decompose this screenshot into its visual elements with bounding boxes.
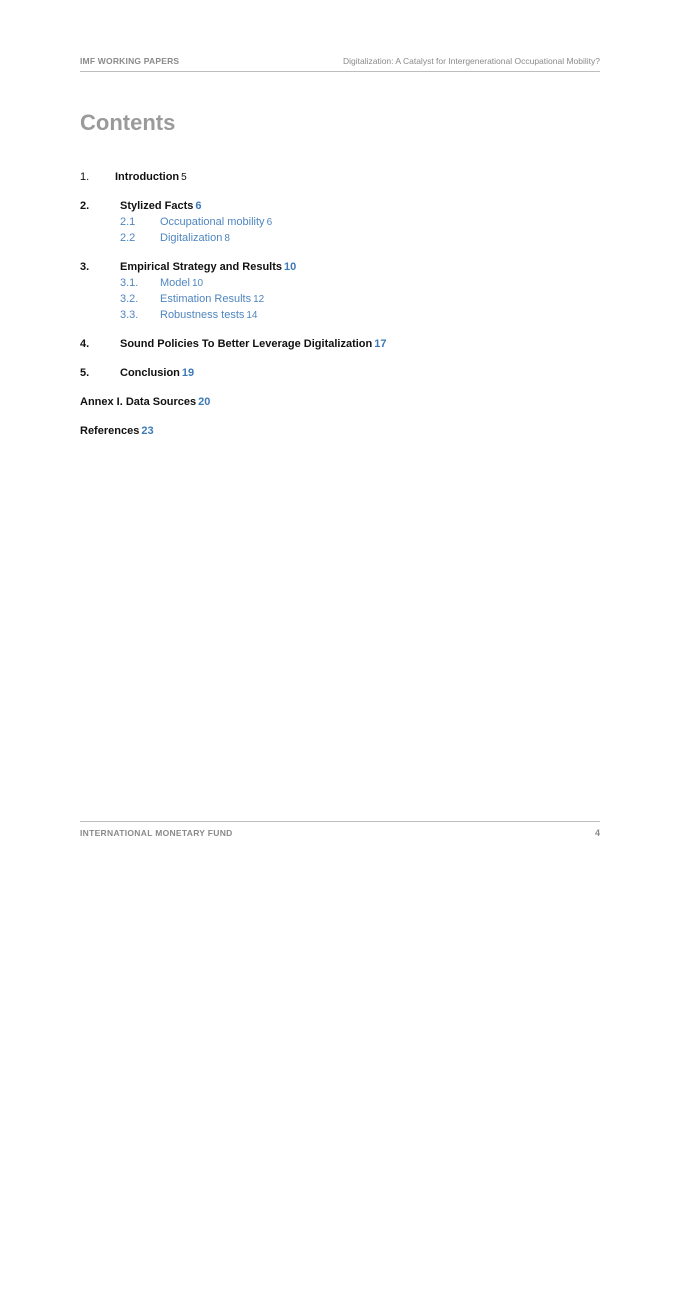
toc-entry-estimation-results[interactable] xyxy=(80,291,580,307)
toc-page: 17 xyxy=(374,338,387,350)
toc-number: 3.2. xyxy=(120,293,139,305)
toc-page: 10 xyxy=(191,278,204,289)
page-number: 4 xyxy=(594,828,600,838)
toc-page: 20 xyxy=(198,396,211,408)
toc-entry-stylized-facts[interactable] xyxy=(80,198,580,214)
toc-text: Sound Policies To Better Leverage Digitalization xyxy=(120,338,373,350)
toc-number: 3.1. xyxy=(120,277,139,289)
footer-divider xyxy=(80,821,600,822)
toc-number: 2.2 xyxy=(120,232,136,244)
toc-entry-occupational-mobility[interactable] xyxy=(80,214,580,230)
running-footer-publisher: INTERNATIONAL MONETARY FUND xyxy=(80,828,233,838)
toc-number: 2.1 xyxy=(120,216,136,228)
toc-entry-introduction[interactable] xyxy=(80,169,580,185)
toc-page: 8 xyxy=(224,233,230,244)
toc-page: 19 xyxy=(181,367,195,379)
toc-number: 3.3. xyxy=(120,309,139,321)
toc-entry-empirical-strategy[interactable] xyxy=(80,259,580,275)
toc-text: Annex I. Data Sources xyxy=(80,396,197,408)
toc-text: Estimation Results xyxy=(160,293,252,305)
toc-page: 6 xyxy=(195,200,202,212)
toc-text: Occupational mobility xyxy=(160,216,265,228)
toc-entry-model[interactable] xyxy=(80,275,580,291)
running-header-title: Digitalization: A Catalyst for Intergenerational Occupational Mobility? xyxy=(342,56,600,66)
toc-text: Robustness tests xyxy=(160,309,245,321)
toc-page: 23 xyxy=(141,425,154,437)
toc-page: 12 xyxy=(253,294,265,305)
header-divider xyxy=(80,71,600,72)
toc-page: 5 xyxy=(181,172,187,183)
toc-number: 4. xyxy=(80,338,90,350)
toc-entry-conclusion[interactable] xyxy=(80,365,580,381)
toc-text: References xyxy=(80,425,140,437)
toc-number: 3. xyxy=(80,261,90,273)
running-header-series: IMF WORKING PAPERS xyxy=(80,56,180,66)
toc-page: 6 xyxy=(266,217,273,228)
toc-entry-digitalization[interactable] xyxy=(80,230,580,246)
toc-page: 14 xyxy=(246,310,258,321)
toc-text: Introduction xyxy=(115,171,180,183)
toc-entry-annex[interactable] xyxy=(80,394,580,410)
toc-number: 1. xyxy=(80,171,90,183)
toc-number: 2. xyxy=(80,200,90,212)
toc-text: Conclusion xyxy=(120,367,180,379)
toc-text: Empirical Strategy and Results xyxy=(120,261,282,273)
toc-text: Model xyxy=(160,277,190,289)
toc-number: 5. xyxy=(80,367,90,379)
toc-entry-robustness-tests[interactable] xyxy=(80,307,580,323)
toc-text: Stylized Facts xyxy=(120,200,194,212)
page-title: Contents xyxy=(80,110,176,135)
toc-entry-references[interactable] xyxy=(80,423,580,439)
table-of-contents xyxy=(80,169,580,439)
toc-text: Digitalization xyxy=(160,232,223,244)
toc-page: 10 xyxy=(284,261,297,273)
